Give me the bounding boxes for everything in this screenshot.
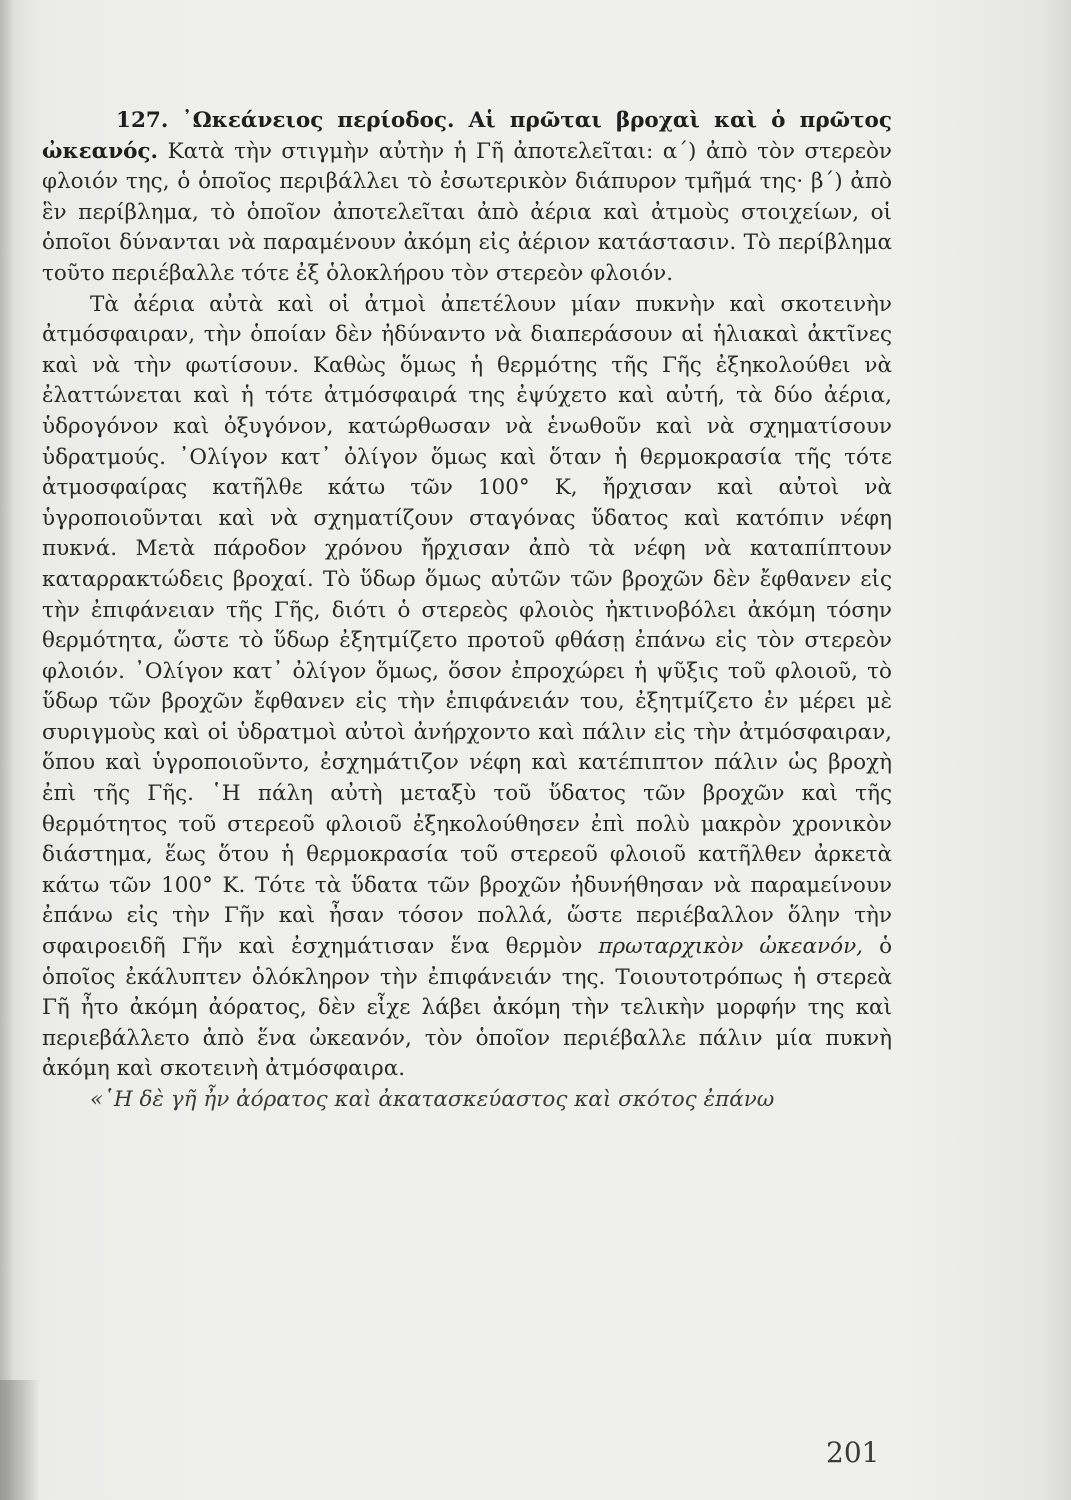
paragraph-1-text: Κατὰ τὴν στιγμὴν αὐτὴν ἡ Γῆ ἀποτελεῖται: α΄) ἀπὸ τὸν στερεὸν φλοιόν της, ὁ ὁποῖος περιβάλλει τὸ ἐσωτερικὸν διάπυρον τμῆμά της· β΄) ἀπὸ ἓν περίβλημα, τὸ ὁποῖον ἀποτελεῖται ἀπὸ ἀέρια καὶ ἀτμοὺς στοιχείων, οἱ ὁποῖοι δύνανται νὰ παραμένουν ἀκόμη εἰς ἀέριον κατάστασιν. Τὸ περίβλημα τοῦτο περιέβαλλε τότε ἐξ ὁλοκλήρου τὸν στερεὸν φλοιόν. (42, 138, 892, 286)
page-number: 201 (826, 1436, 880, 1469)
emphasized-term: πρωταρχικὸν ὠκεανόν, (598, 934, 863, 960)
binding-shadow (0, 0, 14, 1500)
paragraph-2 (42, 290, 892, 1085)
page-body (42, 106, 892, 1116)
section-title: ᾽Ωκεάνειος περίοδος. Αἱ πρῶται βροχαὶ καὶ ὁ πρῶτος ὠκεανός. (42, 108, 892, 164)
section-paragraph (42, 106, 892, 290)
corner-shadow (0, 1380, 40, 1500)
scripture-quote: «῾Η δὲ γῆ ἦν ἀόρατος καὶ ἀκατασκεύαστος καὶ σκότος ἐπάνω (90, 1087, 775, 1112)
paragraph-2-continued: ὁ ὁποῖος ἐκάλυπτεν ὁλόκληρον τὴν ἐπιφάνειάν της. Τοιουτοτρόπως ἡ στερεὰ Γῆ ἦτο ἀκόμη ἀόρατος, δὲν εἶχε λάβει ἀκόμη τὴν τελικὴν μορφήν της καὶ περιεβάλλετο ἀπὸ ἕνα ὠκεανόν, τὸν ὁποῖον περιέβαλλε πάλιν μία πυκνὴ ἀκόμη καὶ σκοτεινὴ ἀτμόσφαιρα. (42, 934, 893, 1082)
section-number: 127. (116, 108, 169, 133)
paragraph-2-text: Τὰ ἀέρια αὐτὰ καὶ οἱ ἀτμοὶ ἀπετέλουν μίαν πυκνὴν καὶ σκοτεινὴν ἀτμόσφαιραν, τὴν ὁποίαν δὲν ἠδύναντο νὰ διαπεράσουν αἱ ἡλιακαὶ ἀκτῖνες καὶ νὰ τὴν φωτίσουν. Καθὼς ὅμως ἡ θερμότης τῆς Γῆς ἐξηκολούθει νὰ ἐλαττώνεται καὶ ἡ τότε ἀτμόσφαιρά της ἐψύχετο καὶ αὐτή, τὰ δύο ἀέρια, ὑδρογόνον καὶ ὀξυγόνον, κατώρθωσαν νὰ ἑνωθοῦν καὶ νὰ σχηματίσουν ὑδρατμούς. ᾽Ολίγον κατ᾽ ὀλίγον ὅμως καὶ ὅταν ἡ θερμοκρασία τῆς τότε ἀτμοσφαίρας κατῆλθε κάτω τῶν 100° Κ, ἤρχισαν καὶ αὐτοὶ νὰ ὑγροποιοῦνται καὶ νὰ σχηματίζουν σταγόνας ὕδατος καὶ κατόπιν νέφη πυκνά. Μετὰ πάροδον χρόνου ἤρχισαν ἀπὸ τὰ νέφη νὰ καταπίπτουν καταρρακτώδεις βροχαί. Τὸ ὕδωρ ὅμως αὐτῶν τῶν βροχῶν δὲν ἔφθανεν εἰς τὴν ἐπιφάνειαν τῆς Γῆς, διότι ὁ στερεὸς φλοιὸς ἠκτινοβόλει ἀκόμη τόσην θερμότητα, ὥστε τὸ ὕδωρ ἐξητμίζετο προτοῦ φθάσῃ ἐπάνω εἰς τὸν στερεὸν φλοιόν. ᾽Ολίγον κατ᾽ ὀλίγον ὅμως, ὅσον ἐπροχώρει ἡ ψῦξις τοῦ φλοιοῦ, τὸ ὕδωρ τῶν βροχῶν ἔφθανεν εἰς τὴν ἐπιφάνειάν του, ἐξητμίζετο ἐν μέρει μὲ συριγμοὺς καὶ οἱ ὑδρατμοὶ αὐτοὶ ἀνήρχοντο καὶ πάλιν εἰς τὴν ἀτμόσφαιραν, ὅπου καὶ ὑγροποιοῦντο, ἐσχημάτιζον νέφη καὶ κατέπιπτον πάλιν ὡς βροχὴ ἐπὶ τῆς Γῆς. ῾Η πάλη αὐτὴ μεταξὺ τοῦ ὕδατος τῶν βροχῶν καὶ τῆς θερμότητος τοῦ στερεοῦ φλοιοῦ ἐξηκολούθησεν ἐπὶ πολὺ μακρὸν χρονικὸν διάστημα, ἕως ὅτου ἡ θερμοκρασία τοῦ στερεοῦ φλοιοῦ κατῆλθεν ἀρκετὰ κάτω τῶν 100° Κ. Τότε τὰ ὕδατα τῶν βροχῶν ἠδυνήθησαν νὰ παραμείνουν ἐπάνω εἰς τὴν Γῆν καὶ ἦσαν τόσον πολλά, ὥστε περιέβαλλον ὅλην τὴν σφαιροειδῆ Γῆν καὶ ἐσχημάτισαν ἕνα θερμὸν (42, 291, 892, 960)
